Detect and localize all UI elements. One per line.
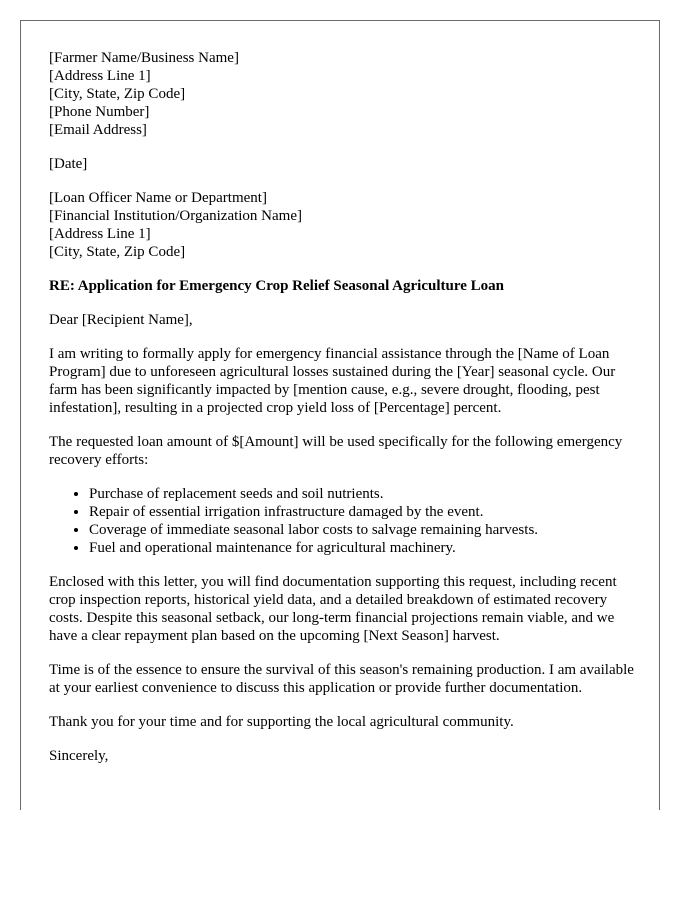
- recovery-efforts-list: [49, 485, 634, 557]
- letter-date: [Date]: [49, 156, 88, 172]
- recipient-officer: [Loan Officer Name or Department]: [49, 190, 267, 206]
- signoff: Sincerely,: [49, 748, 109, 764]
- letter-page: [20, 20, 660, 810]
- list-item: • Purchase of replacement seeds and soil nutrients.: [89, 485, 634, 503]
- body-paragraph-1: I am writing to formally apply for emergency financial assistance through the [Name of Loan Program] due to unforeseen agricultural losses sustained during the [Year] seasonal cycle. Our farm has been significantly impacted by [mention cause, e.g., severe drought, flooding, pest infestation], resulting in a projected crop yield loss of [Percentage] percent.: [49, 346, 616, 416]
- salutation: Dear [Recipient Name],: [49, 312, 193, 328]
- recipient-city-state-zip: [City, State, Zip Code]: [49, 244, 186, 260]
- date-block: [49, 155, 634, 173]
- list-item: • Coverage of immediate seasonal labor costs to salvage remaining harvests.: [89, 521, 634, 539]
- body-paragraph-2: The requested loan amount of $[Amount] will be used specifically for the following emergency recovery efforts:: [49, 434, 623, 468]
- body-paragraph-3: Enclosed with this letter, you will find documentation supporting this request, including recent crop inspection reports, historical yield data, and a detailed breakdown of estimated recovery costs. Despite this seasonal setback, our long-term financial projections remain viable, and we have a clear repayment plan based on the upcoming [Next Season] harvest.: [49, 574, 617, 644]
- body-paragraph-4: Time is of the essence to ensure the survival of this season's remaining production. I am available at your earliest convenience to discuss this application or provide further documentation.: [49, 662, 634, 696]
- sender-email: [Email Address]: [49, 122, 147, 138]
- sender-city-state-zip: [City, State, Zip Code]: [49, 86, 186, 102]
- sender-name: [Farmer Name/Business Name]: [49, 50, 239, 66]
- sender-address-line-1: [Address Line 1]: [49, 68, 151, 84]
- list-item: • Fuel and operational maintenance for agricultural machinery.: [89, 539, 634, 557]
- body-paragraph-5: Thank you for your time and for supporting the local agricultural community.: [49, 714, 514, 730]
- recipient-address-line-1: [Address Line 1]: [49, 226, 151, 242]
- recipient-address-block: [49, 189, 634, 261]
- recipient-institution: [Financial Institution/Organization Name]: [49, 208, 302, 224]
- letter-content: [49, 49, 634, 781]
- sender-phone: [Phone Number]: [49, 104, 150, 120]
- subject-line: RE: Application for Emergency Crop Relief Seasonal Agriculture Loan: [49, 278, 504, 294]
- list-item: • Repair of essential irrigation infrastructure damaged by the event.: [89, 503, 634, 521]
- sender-address-block: [49, 49, 634, 139]
